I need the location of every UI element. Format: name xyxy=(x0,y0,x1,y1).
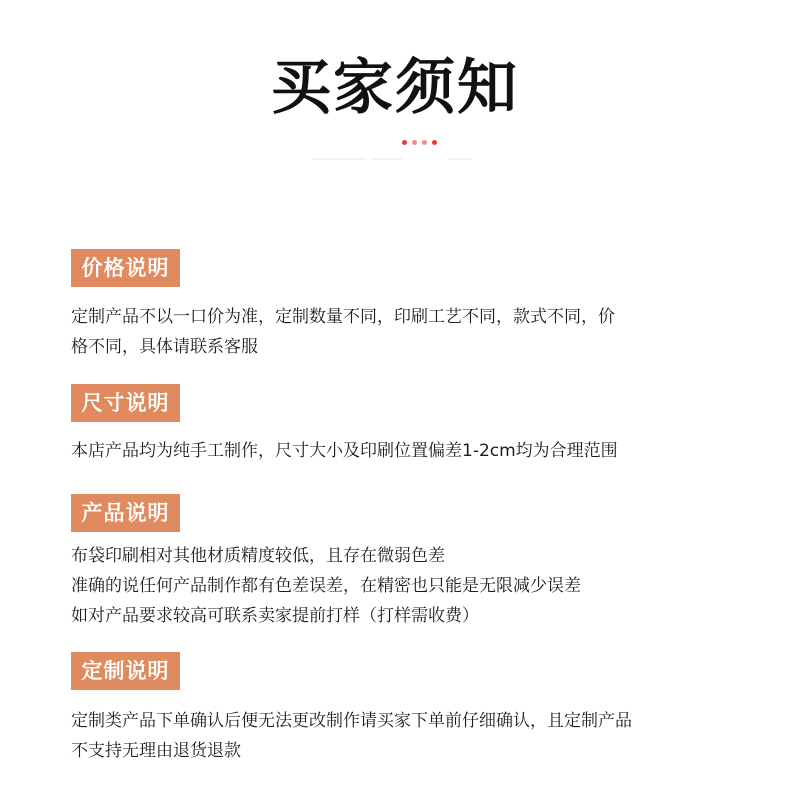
section-body-custom xyxy=(71,706,711,766)
section-heading-price: 价格说明 xyxy=(71,249,180,287)
section-body-price xyxy=(71,302,711,362)
section-heading-size: 尺寸说明 xyxy=(71,384,180,422)
text-line: 定制产品不以一口价为准，定制数量不同，印刷工艺不同，款式不同，价 xyxy=(71,307,615,327)
page-title: 买家须知 xyxy=(271,53,519,123)
text-line: 布袋印刷相对其他材质精度较低，且存在微弱色差 xyxy=(71,546,445,566)
text-line: 本店产品均为纯手工制作，尺寸大小及印刷位置偏差1-2cm均为合理范围 xyxy=(71,441,618,461)
text-line: 格不同，具体请联系客服 xyxy=(71,337,258,357)
text-line: 不支持无理由退货退款 xyxy=(71,741,241,761)
section-body-product xyxy=(71,541,711,631)
text-line: 如对产品要求较高可联系卖家提前打样（打样需收费） xyxy=(71,606,479,626)
decorative-dots xyxy=(402,140,437,146)
dot-1 xyxy=(402,140,407,145)
dot-4 xyxy=(432,140,437,145)
text-line: 定制类产品下单确认后便无法更改制作请买家下单前仔细确认，且定制产品 xyxy=(71,711,632,731)
section-heading-product: 产品说明 xyxy=(71,494,180,532)
section-heading-custom: 定制说明 xyxy=(71,652,180,690)
section-body-size xyxy=(71,436,711,466)
decorative-line xyxy=(448,158,472,160)
dot-3 xyxy=(422,140,427,145)
text-line: 准确的说任何产品制作都有色差误差，在精密也只能是无限减少误差 xyxy=(71,576,581,596)
decorative-line xyxy=(312,158,366,160)
dot-2 xyxy=(412,140,417,145)
decorative-line xyxy=(372,158,402,160)
